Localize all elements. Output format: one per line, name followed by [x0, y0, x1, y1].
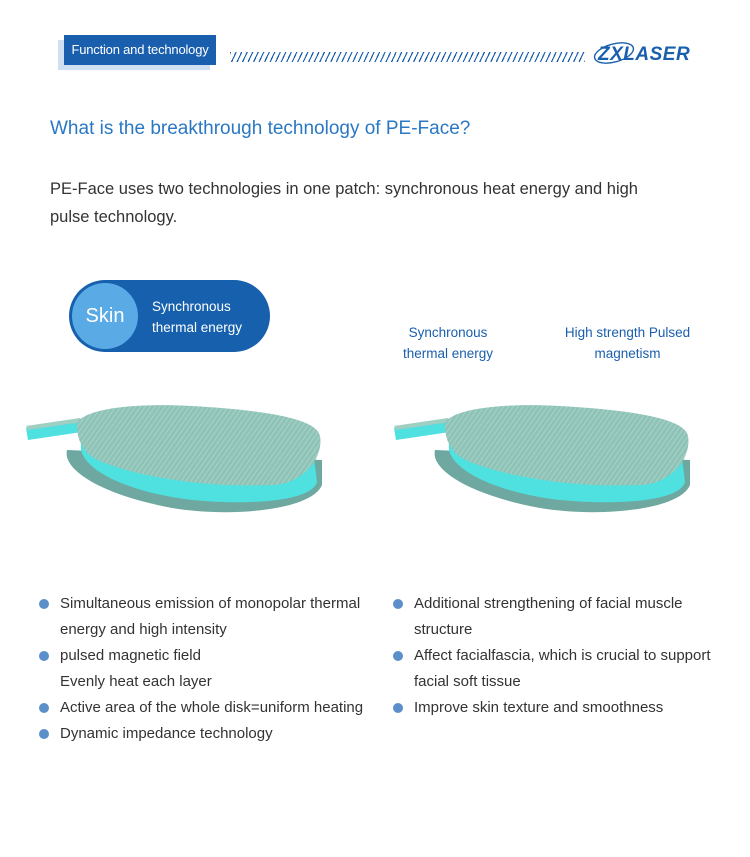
bullet-text: Simultaneous emission of monopolar thermal energy and high intensity — [60, 595, 361, 638]
bullet-dot-icon — [39, 651, 49, 661]
header-hatch-divider — [230, 52, 585, 62]
bullet-text: Dynamic impedance technology — [60, 725, 273, 742]
intro-text: PE-Face uses two technologies in one patch: synchronous heat energy and high pulse technology. — [50, 180, 638, 226]
page-title: What is the breakthrough technology of PE-Face? — [50, 118, 471, 139]
label-pulsed-magnetism: High strength Pulsed magnetism — [564, 325, 691, 361]
bullet-dot-icon — [39, 599, 49, 609]
bullet-item — [414, 695, 734, 721]
patch-illustration-left — [22, 400, 332, 530]
label-thermal-energy: Synchronous thermal energy — [402, 325, 494, 361]
bullet-dot-icon — [393, 703, 403, 713]
bullet-dot-icon — [393, 599, 403, 609]
bullet-item — [60, 643, 370, 669]
bullet-list-right — [414, 591, 734, 721]
bullet-dot-icon — [39, 729, 49, 739]
bullet-text: Improve skin texture and smoothness — [414, 699, 664, 716]
bullet-item — [414, 643, 734, 695]
bullet-dot-icon — [393, 651, 403, 661]
patch-illustration-right — [390, 400, 700, 530]
bullet-text: pulsed magnetic field — [60, 647, 201, 664]
bullet-dot-icon — [39, 703, 49, 713]
bullet-text: Affect facialfascia, which is crucial to support facial soft tissue — [414, 647, 711, 690]
skin-pill-label: Synchronous thermal energy — [152, 299, 243, 335]
skin-circle: Skin — [72, 283, 138, 349]
bullet-item — [60, 591, 370, 643]
brand-logo-text: ZXLASER — [598, 44, 691, 65]
bullet-item — [414, 591, 734, 643]
bullet-item — [60, 721, 370, 747]
bullet-text: Active area of the whole disk=uniform heating — [60, 699, 364, 716]
brand-logo — [592, 34, 704, 70]
section-tag: Function and technology — [64, 35, 216, 65]
bullet-list-left — [60, 591, 370, 747]
bullet-item — [60, 669, 370, 695]
bullet-item — [60, 695, 370, 721]
bullet-text: Evenly heat each layer — [60, 673, 212, 690]
bullet-text: Additional strengthening of facial muscle structure — [414, 595, 683, 638]
